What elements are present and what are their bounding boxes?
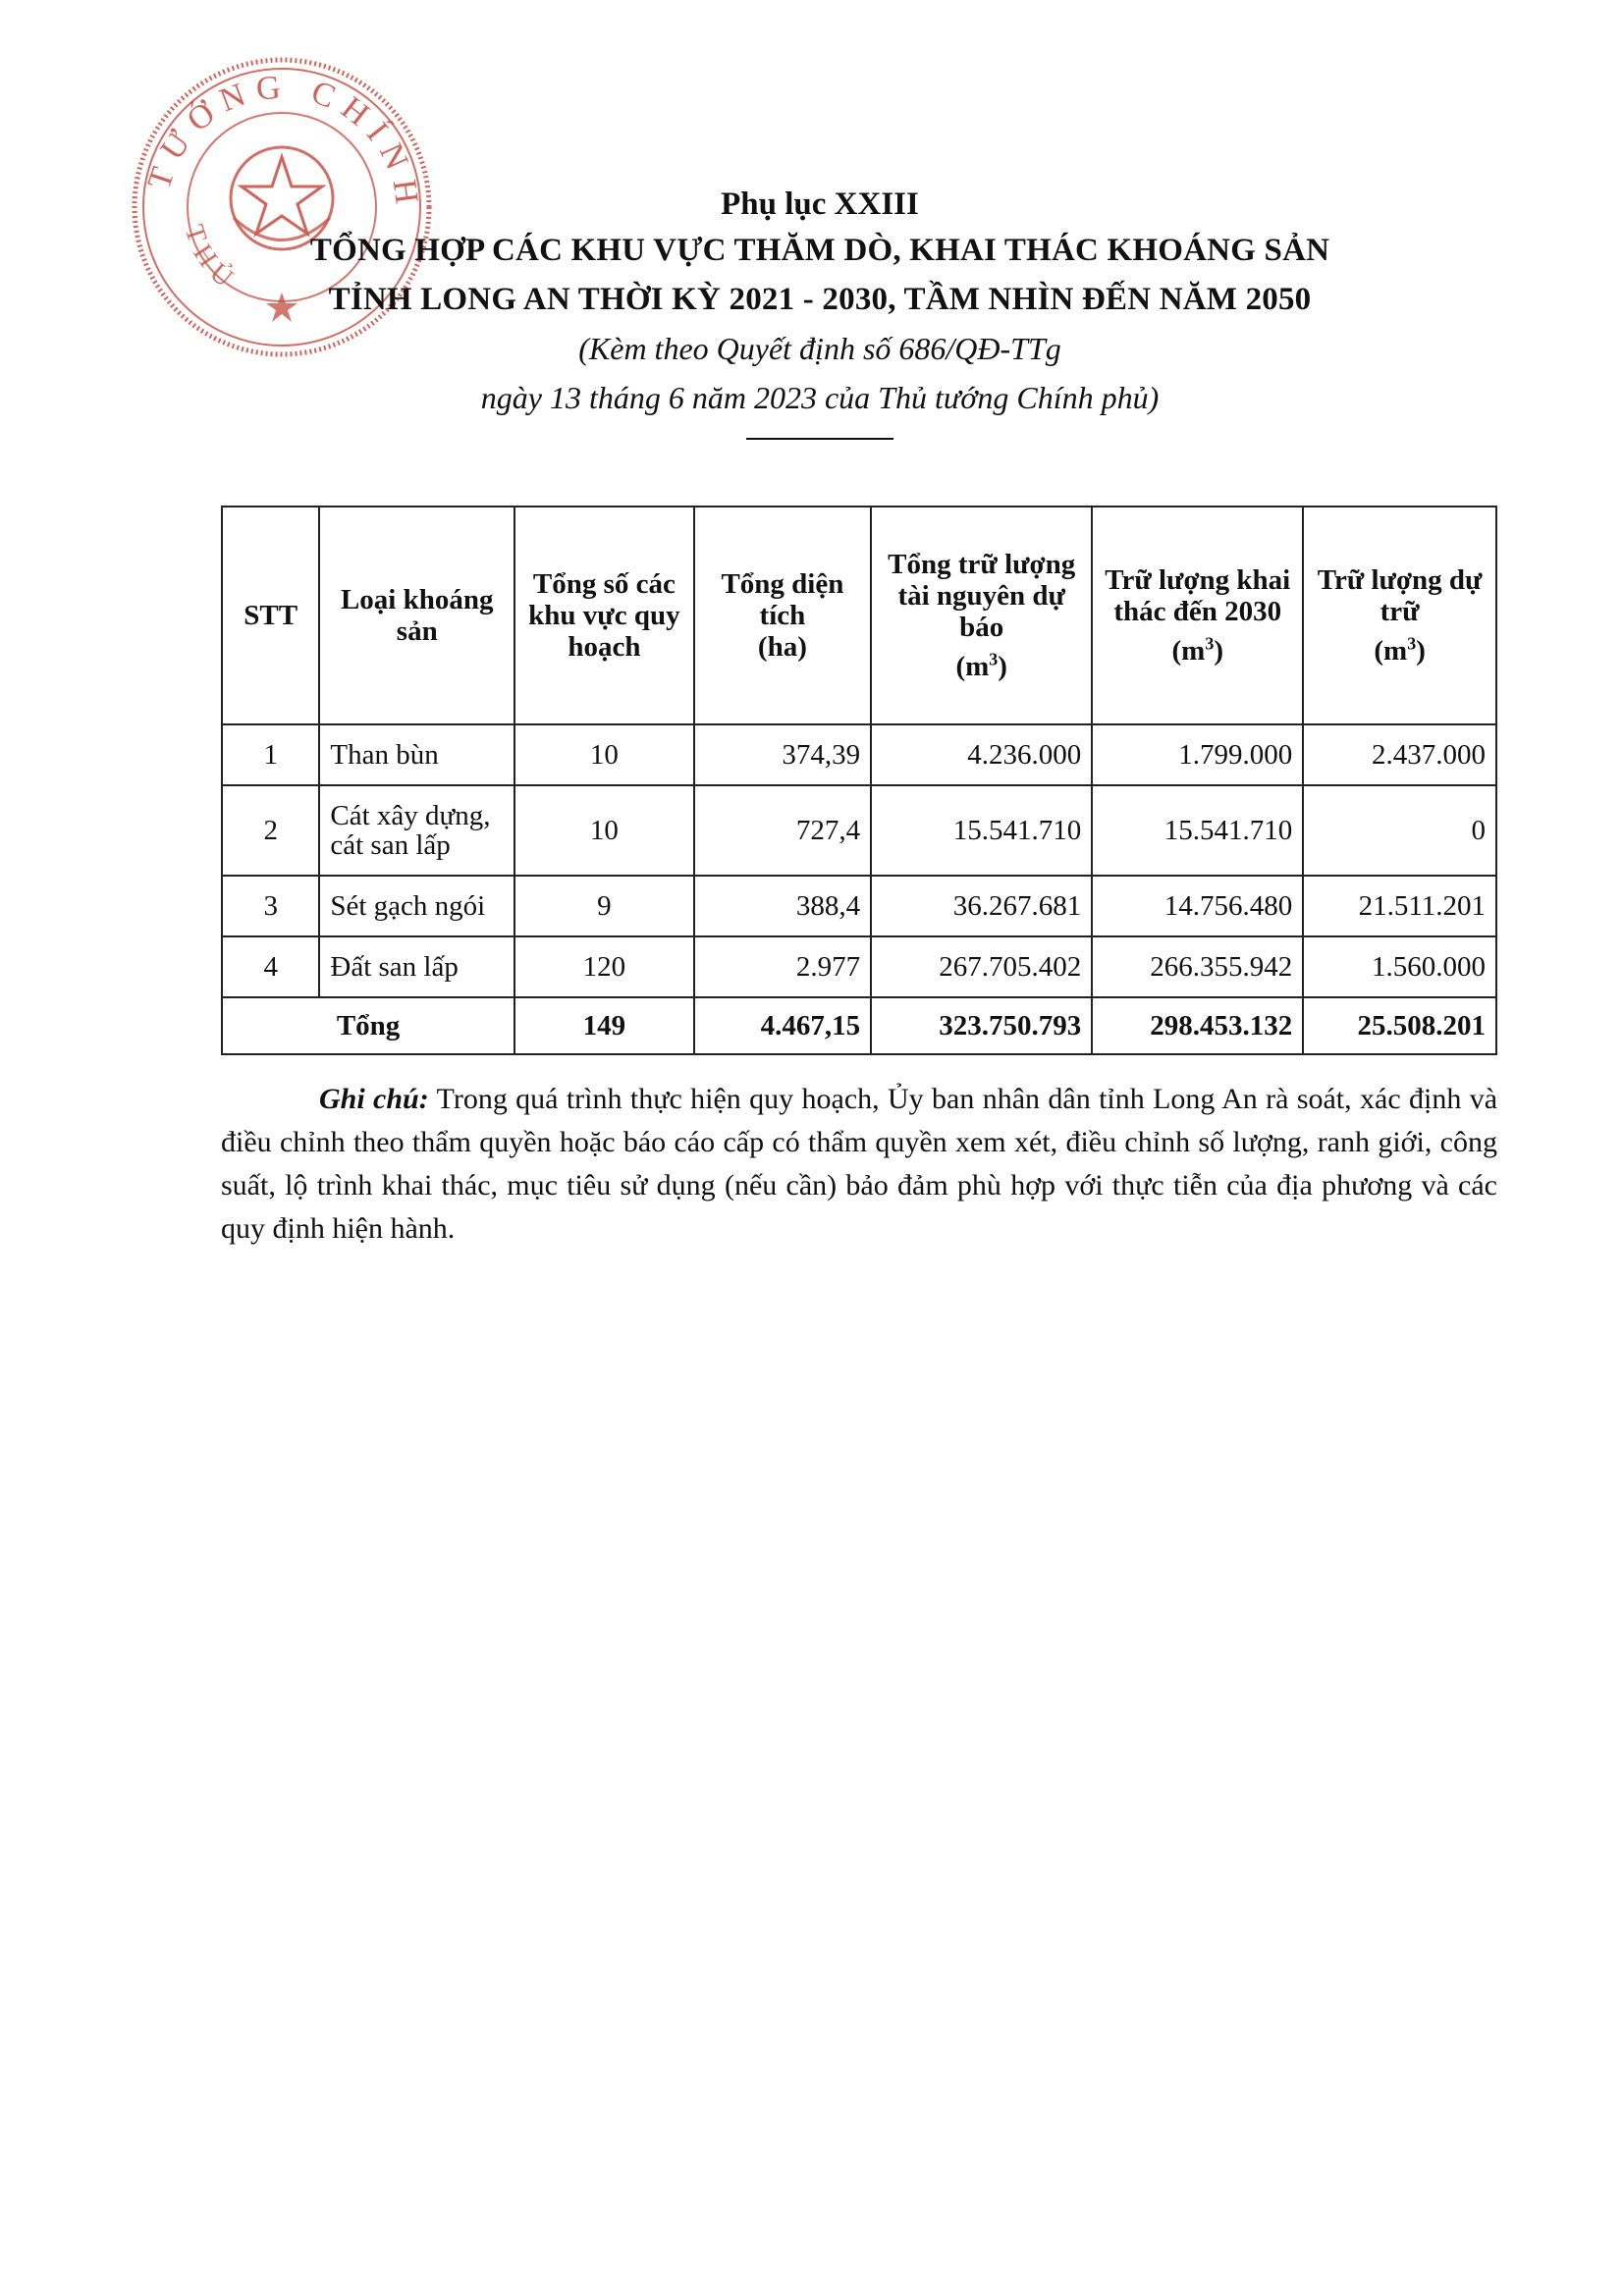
cell-count: 10 (514, 785, 694, 876)
header-forecast-resource-label: Tổng trữ lượng tài nguyên dự báo (888, 549, 1076, 644)
header-total-area (694, 507, 872, 724)
cell-mineral-name: Sét gạch ngói (319, 876, 514, 936)
note-paragraph (221, 1078, 1497, 1251)
cell-area: 2.977 (694, 936, 872, 997)
table-total-row (222, 997, 1496, 1054)
cell-stt: 1 (222, 724, 319, 785)
cell-reserve: 1.560.000 (1303, 936, 1496, 997)
cell-total-label: Tổng (222, 997, 514, 1054)
header-forecast-resource (871, 507, 1092, 724)
cell-mineral-name: Than bùn (319, 724, 514, 785)
subtitle-line-1: (Kèm theo Quyết định số 686/QĐ-TTg (578, 331, 1061, 366)
cell-resource: 36.267.681 (871, 876, 1092, 936)
minerals-summary-table (221, 506, 1497, 1055)
title-line-1: TỔNG HỢP CÁC KHU VỰC THĂM DÒ, KHAI THÁC KHOÁNG SẢN (309, 233, 1330, 268)
header-total-area-label: Tổng diện tích (721, 568, 844, 631)
cell-mineral-name: Cát xây dựng, cát san lấp (319, 785, 514, 876)
title-line-2: TỈNH LONG AN THỜI KỲ 2021 - 2030, TẦM NHÌN ĐẾN NĂM 2050 (328, 282, 1312, 317)
header-mineral-type: Loại khoáng sản (319, 507, 514, 724)
cell-count: 9 (514, 876, 694, 936)
header-total-area-unit: (ha) (757, 631, 807, 663)
svg-text:THỦ: THỦ (178, 221, 245, 299)
cell-total-exploit: 298.453.132 (1092, 997, 1303, 1054)
header-divider (746, 438, 893, 440)
cell-stt: 2 (222, 785, 319, 876)
appendix-title: Phụ lục XXIII (721, 187, 919, 222)
cell-exploit: 14.756.480 (1092, 876, 1303, 936)
cell-count: 120 (514, 936, 694, 997)
header-exploit-reserve-label: Trữ lượng khai thác đến 2030 (1105, 564, 1291, 628)
cell-stt: 3 (222, 876, 319, 936)
cell-mineral-name: Đất san lấp (319, 936, 514, 997)
cell-total-count: 149 (514, 997, 694, 1054)
document-header (157, 183, 1483, 440)
cell-exploit: 266.355.942 (1092, 936, 1303, 997)
cell-total-resource: 323.750.793 (871, 997, 1092, 1054)
cell-total-area: 4.467,15 (694, 997, 872, 1054)
header-backup-reserve (1303, 507, 1496, 724)
cell-stt: 4 (222, 936, 319, 997)
table-row (222, 876, 1496, 936)
header-exploit-reserve (1092, 507, 1303, 724)
cell-area: 374,39 (694, 724, 872, 785)
header-area-count: Tổng số các khu vực quy hoạch (514, 507, 694, 724)
cell-reserve: 2.437.000 (1303, 724, 1496, 785)
cell-count: 10 (514, 724, 694, 785)
cell-resource: 4.236.000 (871, 724, 1092, 785)
cell-exploit: 15.541.710 (1092, 785, 1303, 876)
cell-area: 388,4 (694, 876, 872, 936)
header-stt: STT (222, 507, 319, 724)
cell-resource: 15.541.710 (871, 785, 1092, 876)
header-backup-reserve-label: Trữ lượng dự trữ (1317, 564, 1483, 628)
cell-reserve: 21.511.201 (1303, 876, 1496, 936)
unit-m3: $(m^3)$ (1374, 633, 1426, 667)
unit-m3: $(m^3)$ (955, 649, 1007, 682)
table-row (222, 724, 1496, 785)
cell-total-reserve: 25.508.201 (1303, 997, 1496, 1054)
unit-m3: $(m^3)$ (1171, 633, 1223, 667)
cell-resource: 267.705.402 (871, 936, 1092, 997)
subtitle-line-2: ngày 13 tháng 6 năm 2023 của Thủ tướng Chính phủ) (480, 380, 1160, 415)
note-text: Trong quá trình thực hiện quy hoạch, Ủy ban nhân dân tỉnh Long An rà soát, xác định và điều chỉnh theo thẩm quyền hoặc báo cáo cấp có thẩm quyền xem xét, điều chỉnh số lượng, ranh giới, công suất, lộ trình khai thác, mục tiêu sử dụng (nếu cần) bảo đảm phù hợp với thực tiễn của địa phương và các quy định hiện hành. (221, 1083, 1498, 1245)
table-row (222, 936, 1496, 997)
table-row (222, 785, 1496, 876)
svg-text:TƯỚNG CHÍNH: TƯỚNG CHÍNH (140, 69, 427, 216)
cell-exploit: 1.799.000 (1092, 724, 1303, 785)
note-section (221, 1078, 1497, 1251)
note-lead: Ghi chú: (319, 1083, 429, 1115)
table-header-row (222, 507, 1496, 724)
cell-reserve: 0 (1303, 785, 1496, 876)
cell-area: 727,4 (694, 785, 872, 876)
